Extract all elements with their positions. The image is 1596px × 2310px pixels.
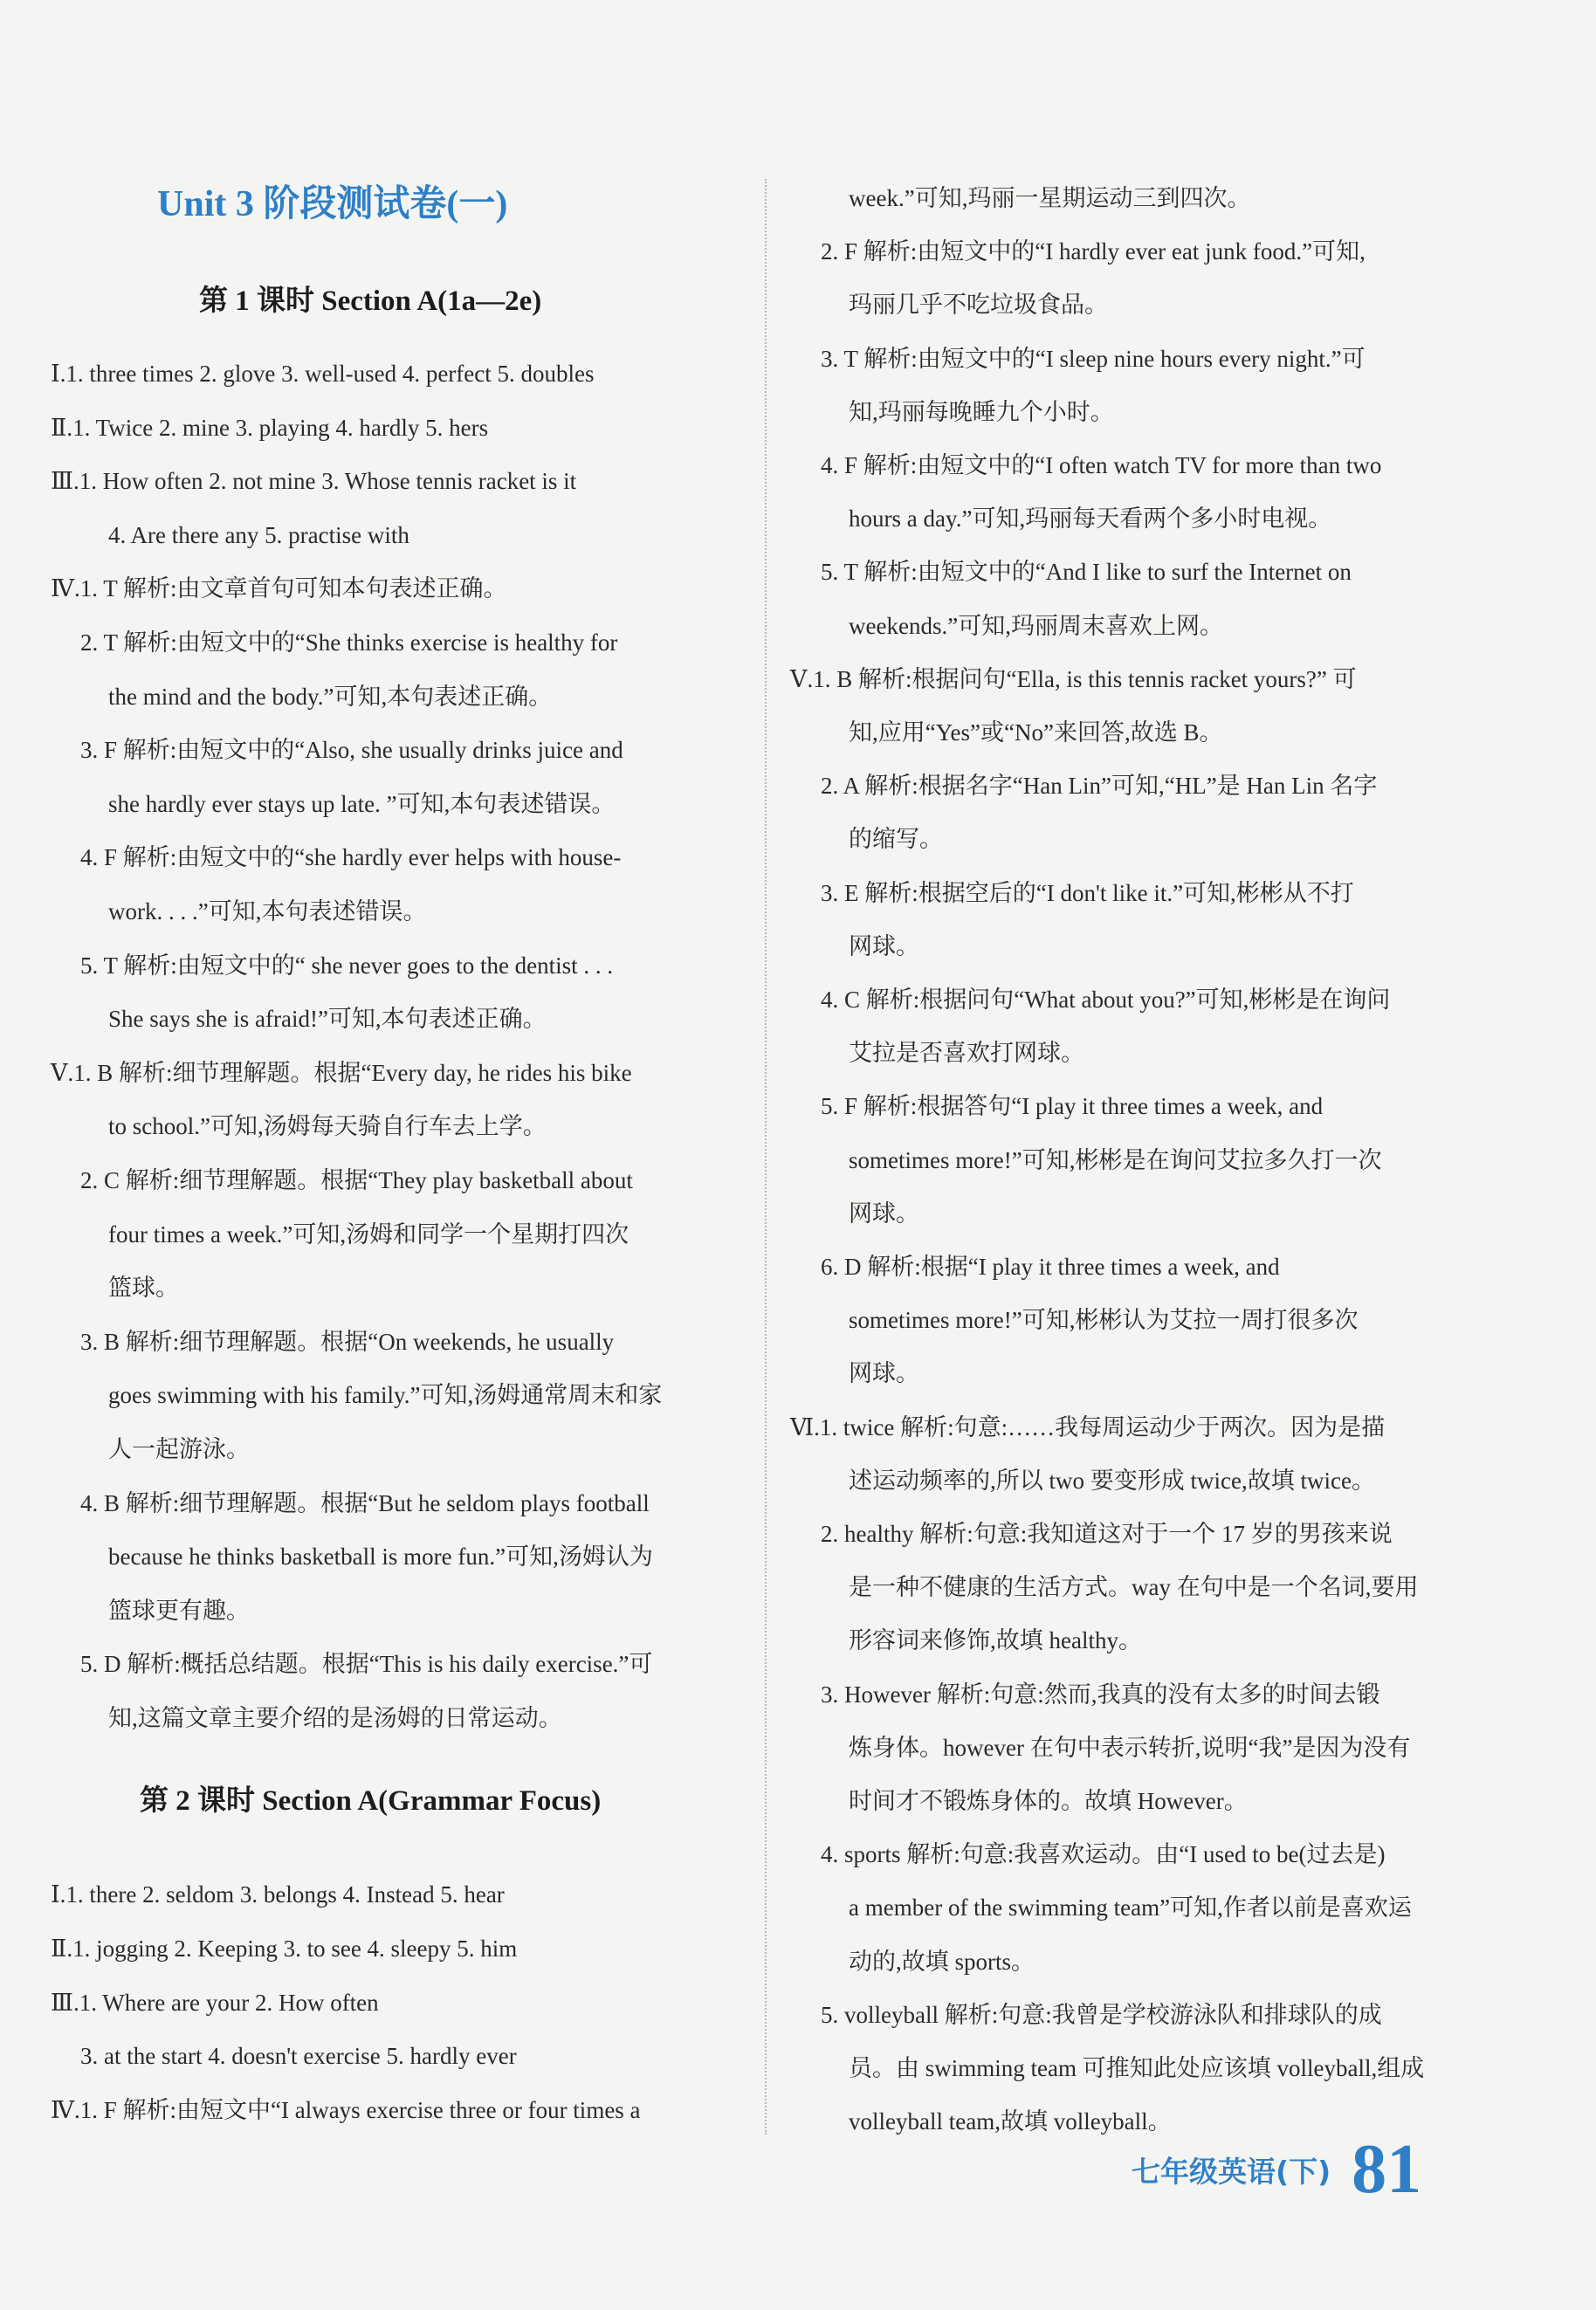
answer-line: 动的,故填 sports。 [849, 1948, 1035, 1975]
answer-line: 玛丽几乎不吃垃圾食品。 [849, 292, 1108, 319]
answer-line: 网球。 [849, 1200, 919, 1227]
answer-line: because he thinks basketball is more fun.”可知,汤姆认为 [108, 1543, 653, 1571]
page-number: 81 [1352, 2131, 1422, 2208]
answer-line: 是一种不健康的生活方式。way 在句中是一个名词,要用 [849, 1574, 1419, 1601]
answer-line: 5. T 解析:由短文中的“And I like to surf the Internet on [821, 559, 1352, 586]
answer-line: the mind and the body.”可知,本句表述正确。 [108, 683, 553, 710]
answer-line: volleyball team,故填 volleyball。 [849, 2108, 1172, 2135]
column-divider [765, 179, 767, 2135]
answer-line: Ⅰ.1. there 2. seldom 3. belongs 4. Instead 5. hear [51, 1881, 505, 1908]
answer-line: 4. sports 解析:句意:我喜欢运动。由“I used to be(过去是) [821, 1841, 1386, 1868]
answer-line: Ⅱ.1. Twice 2. mine 3. playing 4. hardly 5. hers [51, 414, 489, 441]
answer-line: Ⅳ.1. F 解析:由短文中“I always exercise three or four times a [51, 2097, 641, 2124]
answer-line: Ⅴ.1. B 解析:根据问句“Ella, is this tennis racket yours?” 可 [790, 665, 1357, 692]
answer-line: 4. F 解析:由短文中的“I often watch TV for more than two [821, 452, 1382, 478]
answer-line: weekends.”可知,玛丽周末喜欢上网。 [849, 612, 1223, 639]
answer-line: 4. C 解析:根据问句“What about you?”可知,彬彬是在询问 [821, 987, 1391, 1013]
answer-line: 的缩写。 [849, 826, 943, 853]
answer-line: 3. However 解析:句意:然而,我真的没有太多的时间去锻 [821, 1681, 1380, 1708]
answer-line: 人一起游泳。 [108, 1436, 250, 1462]
answer-line: 形容词来修饰,故填 healthy。 [849, 1627, 1142, 1654]
answer-line: 6. D 解析:根据“I play it three times a week, and [821, 1254, 1280, 1280]
answer-line: 网球。 [849, 1360, 919, 1387]
answer-line: Ⅲ.1. Where are your 2. How often [51, 1989, 379, 2016]
answer-line: 员。由 swimming team 可推知此处应该填 volleyball,组成 [849, 2055, 1425, 2081]
section-heading-lesson-2: 第 2 课时 Section A(Grammar Focus) [140, 1785, 602, 1817]
answer-line: 2. F 解析:由短文中的“I hardly ever eat junk food.”可知, [821, 238, 1366, 265]
answer-line: 2. T 解析:由短文中的“She thinks exercise is healthy for [80, 629, 618, 656]
answer-line: Ⅴ.1. B 解析:细节理解题。根据“Every day, he rides his bike [51, 1059, 632, 1086]
footer-grade-label: 七年级英语(下) [1132, 2155, 1331, 2189]
section-heading-lesson-1: 第 1 课时 Section A(1a—2e) [199, 285, 542, 317]
answer-line: 2. healthy 解析:句意:我知道这对于一个 17 岁的男孩来说 [821, 1521, 1393, 1547]
answer-line: 2. A 解析:根据名字“Han Lin”可知,“HL”是 Han Lin 名字 [821, 773, 1378, 800]
answer-line: 4. F 解析:由短文中的“she hardly ever helps with house- [80, 844, 622, 871]
answer-line: 知,这篇文章主要介绍的是汤姆的日常运动。 [108, 1705, 562, 1731]
answer-line: four times a week.”可知,汤姆和同学一个星期打四次 [108, 1220, 629, 1248]
answer-line: 3. at the start 4. doesn't exercise 5. hardly ever [80, 2043, 517, 2070]
answer-line: 2. C 解析:细节理解题。根据“They play basketball about [80, 1167, 633, 1193]
answer-line: 3. T 解析:由短文中的“I sleep nine hours every night.”可 [821, 345, 1366, 372]
answer-line: 篮球。 [108, 1275, 179, 1302]
answer-line: Ⅱ.1. jogging 2. Keeping 3. to see 4. sleepy 5. him [51, 1935, 518, 1962]
answer-line: hours a day.”可知,玛丽每天看两个多小时电视。 [849, 505, 1332, 533]
answer-line: sometimes more!”可知,彬彬认为艾拉一周打很多次 [849, 1307, 1359, 1334]
answer-line: 知,应用“Yes”或“No”来回答,故选 B。 [849, 719, 1223, 746]
answer-line: Ⅲ.1. How often 2. not mine 3. Whose tennis racket is it [51, 468, 577, 495]
answer-line: 时间才不锻炼身体的。故填 However。 [849, 1788, 1248, 1814]
answer-line: 3. E 解析:根据空后的“I don't like it.”可知,彬彬从不打 [821, 879, 1354, 906]
answer-line: Ⅰ.1. three times 2. glove 3. well-used 4. perfect 5. doubles [51, 361, 595, 387]
answer-line: 3. F 解析:由短文中的“Also, she usually drinks juice and [80, 737, 623, 764]
answer-line: 炼身体。however 在句中表示转折,说明“我”是因为没有 [849, 1734, 1411, 1761]
answer-line: 网球。 [849, 932, 919, 959]
answer-line: 4. B 解析:细节理解题。根据“But he seldom plays football [80, 1489, 650, 1516]
page-title: Unit 3 阶段测试卷(一) [157, 184, 508, 224]
answer-line: she hardly ever stays up late. ”可知,本句表述错误。 [108, 790, 616, 817]
answer-line: Ⅳ.1. T 解析:由文章首句可知本句表述正确。 [51, 575, 507, 602]
answer-line: week.”可知,玛丽一星期运动三到四次。 [849, 185, 1251, 211]
answer-line: 4. Are there any 5. practise with [108, 521, 409, 548]
answer-line: sometimes more!”可知,彬彬是在询问艾拉多久打一次 [849, 1146, 1382, 1173]
answer-line: a member of the swimming team”可知,作者以前是喜欢运 [849, 1894, 1412, 1922]
answer-line: to school.”可知,汤姆每天骑自行车去上学。 [108, 1113, 547, 1140]
answer-line: 篮球更有趣。 [108, 1597, 250, 1624]
answer-line: goes swimming with his family.”可知,汤姆通常周末和家 [108, 1382, 663, 1409]
answer-line: work. . . .”可知,本句表述错误。 [108, 898, 427, 925]
answer-line: 5. F 解析:根据答句“I play it three times a week, and [821, 1093, 1324, 1120]
answer-line: 知,玛丽每晚睡九个小时。 [849, 398, 1114, 425]
answer-line: She says she is afraid!”可知,本句表述正确。 [108, 1006, 547, 1033]
page-footer [1132, 2130, 1421, 2210]
answer-line: 5. volleyball 解析:句意:我曾是学校游泳队和排球队的成 [821, 2001, 1382, 2028]
answer-line: 5. T 解析:由短文中的“ she never goes to the dentist . . . [80, 952, 614, 979]
answer-line: Ⅵ.1. twice 解析:句意:……我每周运动少于两次。因为是描 [790, 1413, 1386, 1440]
answer-line: 述运动频率的,所以 two 要变形成 twice,故填 twice。 [849, 1467, 1375, 1494]
answer-line: 艾拉是否喜欢打网球。 [849, 1040, 1084, 1067]
answer-line: 5. D 解析:概括总结题。根据“This is his daily exercise.”可 [80, 1651, 653, 1678]
answer-line: 3. B 解析:细节理解题。根据“On weekends, he usually [80, 1328, 615, 1355]
